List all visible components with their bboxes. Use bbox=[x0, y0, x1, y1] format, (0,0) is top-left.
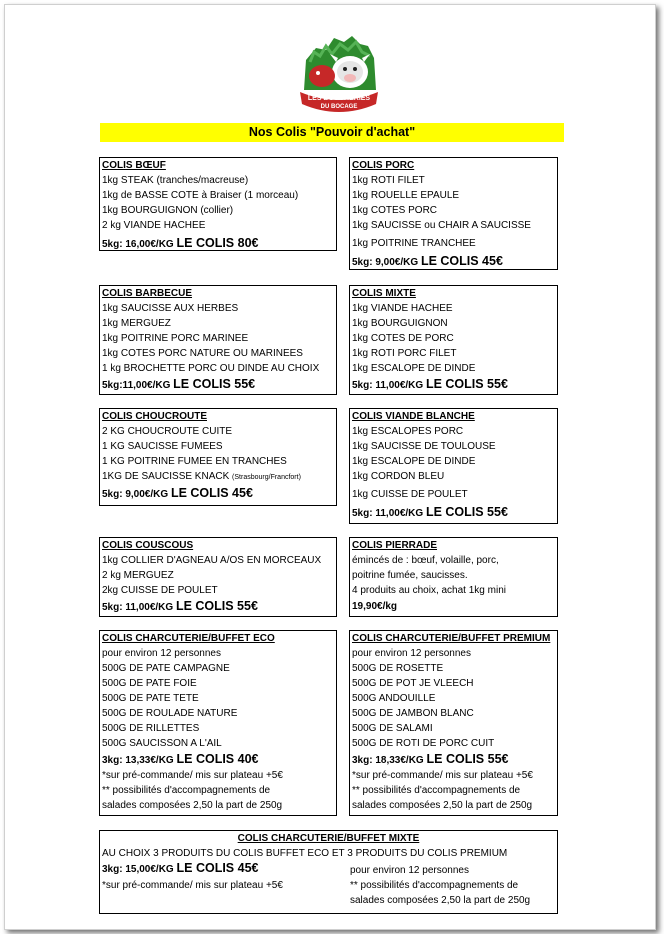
colis-boeuf-box bbox=[99, 157, 337, 251]
colis-couscous-box bbox=[99, 537, 337, 617]
svg-text:DU BOCAGE: DU BOCAGE bbox=[320, 104, 358, 110]
note-line: ** possibilités d'accompagnements de bbox=[350, 880, 519, 891]
list-item: 1kg COTES DE PORC bbox=[352, 333, 454, 344]
price-line: 19,90€/kg bbox=[352, 601, 398, 612]
list-item: 1kg ROTI PORC FILET bbox=[352, 348, 457, 359]
note-line: ** possibilités d'accompagnements de bbox=[352, 785, 521, 796]
list-item: 1kg SAUCISSE DE TOULOUSE bbox=[352, 441, 496, 452]
colis-porc-box bbox=[349, 157, 558, 270]
list-item: 500G DE POT JE VLEECH bbox=[352, 678, 474, 689]
list-item: 1kg COTES PORC bbox=[352, 205, 438, 216]
note-line: *sur pré-commande/ mis sur plateau +5€ bbox=[102, 880, 283, 891]
list-item: 1kg MERGUEZ bbox=[102, 318, 171, 329]
list-item: 1kg de BASSE COTE à Braiser (1 morceau) bbox=[102, 190, 299, 201]
note-line: *sur pré-commande/ mis sur plateau +5€ bbox=[352, 770, 533, 781]
colis-pierrade-box bbox=[349, 537, 558, 617]
colis-barbecue-box bbox=[99, 285, 337, 395]
description-line: AU CHOIX 3 PRODUITS DU COLIS BUFFET ECO ET 3 PRODUITS DU COLIS PREMIUM bbox=[102, 848, 508, 859]
box-title: COLIS PORC bbox=[352, 160, 415, 171]
list-item: 1kg ESCALOPES PORC bbox=[352, 426, 464, 437]
box-title: COLIS CHARCUTERIE/BUFFET MIXTE bbox=[237, 833, 420, 844]
list-item: 500G DE ROULADE NATURE bbox=[102, 708, 238, 719]
page-title-banner: Nos Colis "Pouvoir d'achat" bbox=[100, 123, 564, 142]
box-title: COLIS PIERRADE bbox=[352, 540, 438, 551]
list-item: 1kg POITRINE TRANCHEE bbox=[352, 238, 476, 249]
list-item: 1kg ESCALOPE DE DINDE bbox=[352, 363, 476, 374]
box-title: COLIS MIXTE bbox=[352, 288, 416, 299]
list-item: 1 KG POITRINE FUMEE EN TRANCHES bbox=[102, 456, 287, 467]
price-line: 5kg: 11,00€/KG LE COLIS 55€ bbox=[102, 599, 258, 613]
list-item: 1kg CORDON BLEU bbox=[352, 471, 445, 482]
list-item: pour environ 12 personnes bbox=[102, 648, 221, 659]
svg-text:LES BOUCHERIES: LES BOUCHERIES bbox=[307, 95, 371, 102]
price-line: 5kg: 9,00€/KG LE COLIS 45€ bbox=[102, 486, 253, 500]
box-title: COLIS VIANDE BLANCHE bbox=[352, 411, 475, 422]
box-title: COLIS CHOUCROUTE bbox=[102, 411, 207, 422]
boucheries-du-bocage-logo bbox=[296, 32, 382, 118]
price-line: 5kg: 9,00€/KG LE COLIS 45€ bbox=[352, 254, 503, 268]
list-item: 500G DE JAMBON BLANC bbox=[352, 708, 474, 719]
box-title: COLIS CHARCUTERIE/BUFFET ECO bbox=[102, 633, 275, 644]
list-item: 500G ANDOUILLE bbox=[352, 693, 436, 704]
list-item: 2 kg VIANDE HACHEE bbox=[102, 220, 206, 231]
colis-viande-blanche-box bbox=[349, 408, 558, 524]
list-item: 2 KG CHOUCROUTE CUITE bbox=[102, 426, 233, 437]
list-item: 1kg ROTI FILET bbox=[352, 175, 425, 186]
note-line: pour environ 12 personnes bbox=[350, 865, 469, 876]
note-line: salades composées 2,50 la part de 250g bbox=[352, 800, 533, 811]
note-line: ** possibilités d'accompagnements de bbox=[102, 785, 271, 796]
colis-buffet-eco-box bbox=[99, 630, 337, 816]
box-title: COLIS BARBECUE bbox=[102, 288, 193, 299]
list-item: 500G DE RILLETTES bbox=[102, 723, 200, 734]
box-title: COLIS COUSCOUS bbox=[102, 540, 194, 551]
list-item: 1kg STEAK (tranches/macreuse) bbox=[102, 175, 249, 186]
list-item: 1 kg BROCHETTE PORC OU DINDE AU CHOIX bbox=[102, 363, 320, 374]
list-item: 500G SAUCISSON A L'AIL bbox=[102, 738, 222, 749]
price-line: 3kg: 13,33€/KG LE COLIS 40€ bbox=[102, 752, 259, 766]
list-item: 2 kg MERGUEZ bbox=[102, 570, 174, 581]
price-line: 3kg: 18,33€/KG LE COLIS 55€ bbox=[352, 752, 509, 766]
price-line: 5kg: 11,00€/KG LE COLIS 55€ bbox=[352, 377, 508, 391]
colis-buffet-premium-box bbox=[349, 630, 558, 816]
list-item: 500G DE PATE CAMPAGNE bbox=[102, 663, 230, 674]
list-item: 500G DE ROSETTE bbox=[352, 663, 444, 674]
note-line: *sur pré-commande/ mis sur plateau +5€ bbox=[102, 770, 283, 781]
note-line: salades composées 2,50 la part de 250g bbox=[350, 895, 531, 906]
box-title: COLIS BŒUF bbox=[102, 160, 166, 171]
list-item: 500G DE PATE FOIE bbox=[102, 678, 197, 689]
list-item: 1KG DE SAUCISSE KNACK (Strasbourg/Francfort) bbox=[102, 471, 301, 482]
list-item: 500G DE SALAMI bbox=[352, 723, 433, 734]
list-item: pour environ 12 personnes bbox=[352, 648, 471, 659]
list-item: 1kg BOURGUIGNON (collier) bbox=[102, 205, 234, 216]
list-item: 1kg COTES PORC NATURE OU MARINEES bbox=[102, 348, 303, 359]
list-item: 1kg BOURGUIGNON bbox=[352, 318, 448, 329]
list-item: 500G DE ROTI DE PORC CUIT bbox=[352, 738, 495, 749]
list-item: 1kg ESCALOPE DE DINDE bbox=[352, 456, 476, 467]
note-line: salades composées 2,50 la part de 250g bbox=[102, 800, 283, 811]
list-item: 2kg CUISSE DE POULET bbox=[102, 585, 218, 596]
list-item: 4 produits au choix, achat 1kg mini bbox=[352, 585, 506, 596]
list-item: 1kg ROUELLE EPAULE bbox=[352, 190, 460, 201]
price-line: 5kg:11,00€/KG LE COLIS 55€ bbox=[102, 377, 256, 391]
list-item: 1kg POITRINE PORC MARINEE bbox=[102, 333, 249, 344]
list-item: 1kg COLLIER D'AGNEAU A/OS EN MORCEAUX bbox=[102, 555, 322, 566]
list-item: émincés de : bœuf, volaille, porc, bbox=[352, 555, 499, 566]
list-item: 1kg CUISSE DE POULET bbox=[352, 489, 468, 500]
list-item: 1kg SAUCISSE ou CHAIR A SAUCISSE bbox=[352, 220, 531, 231]
box-title: COLIS CHARCUTERIE/BUFFET PREMIUM bbox=[352, 633, 551, 644]
list-item: 500G DE PATE TETE bbox=[102, 693, 199, 704]
price-line: 5kg: 16,00€/KG LE COLIS 80€ bbox=[102, 236, 259, 250]
price-line: 5kg: 11,00€/KG LE COLIS 55€ bbox=[352, 505, 508, 519]
list-item: 1 KG SAUCISSE FUMEES bbox=[102, 441, 223, 452]
list-item: 1kg SAUCISSE AUX HERBES bbox=[102, 303, 239, 314]
colis-buffet-mixte-box bbox=[99, 830, 558, 914]
colis-mixte-box bbox=[349, 285, 558, 395]
list-item: 1kg VIANDE HACHEE bbox=[352, 303, 453, 314]
list-item: poitrine fumée, saucisses. bbox=[352, 570, 468, 581]
colis-choucroute-box bbox=[99, 408, 337, 506]
price-line: 3kg: 15,00€/KG LE COLIS 45€ bbox=[102, 861, 259, 875]
